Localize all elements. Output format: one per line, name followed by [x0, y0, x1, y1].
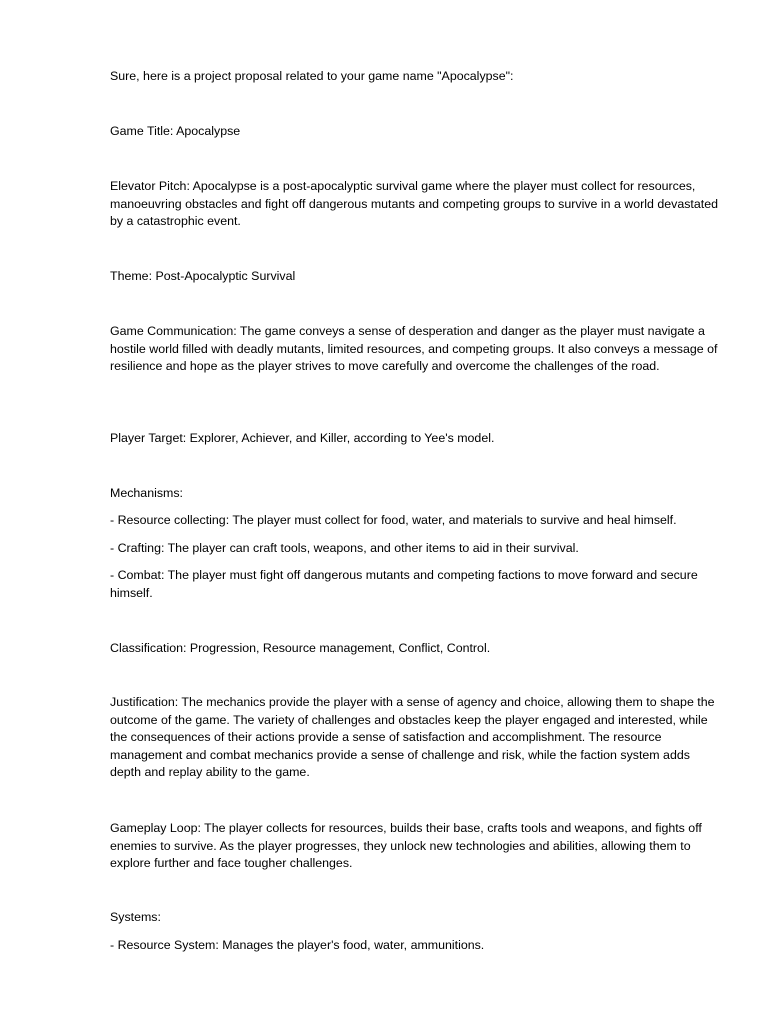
- system-item: - Resource System: Manages the player's food, water, ammunitions.: [110, 938, 485, 952]
- systems-heading: Systems:: [110, 910, 161, 924]
- mechanisms-heading: Mechanisms:: [110, 486, 183, 500]
- player-target-paragraph: Player Target: Explorer, Achiever, and Killer, according to Yee's model.: [110, 431, 495, 445]
- game-title-paragraph: Game Title: Apocalypse: [110, 124, 241, 138]
- mechanism-item: - Combat: The player must fight off dangerous mutants and competing factions to move forward and secure himself.: [110, 568, 698, 600]
- game-communication-paragraph: Game Communication: The game conveys a sense of desperation and danger as the player must navigate a hostile world filled with deadly mutants, limited resources, and competing groups. It also conveys a message of resilience and hope as the player strives to move carefully and overcome the challenges of the road.: [110, 324, 718, 374]
- justification-paragraph: Justification: The mechanics provide the player with a sense of agency and choice, allowing them to shape the outcome of the game. The variety of challenges and obstacles keep the player engaged and interested, while the consequences of their actions provide a sense of satisfaction and accomplishment. The resource management and combat mechanics provide a sense of challenge and risk, while the faction system adds depth and replay ability to the game.: [110, 695, 715, 780]
- mechanism-item: - Crafting: The player can craft tools, weapons, and other items to aid in their survival.: [110, 541, 579, 555]
- mechanism-item: - Resource collecting: The player must collect for food, water, and materials to survive and heal himself.: [110, 513, 677, 527]
- gameplay-loop-paragraph: Gameplay Loop: The player collects for resources, builds their base, crafts tools and weapons, and fights off enemies to survive. As the player progresses, they unlock new technologies and abilities, allowing them to explore further and face tougher challenges.: [110, 821, 702, 871]
- elevator-pitch-paragraph: Elevator Pitch: Apocalypse is a post-apocalyptic survival game where the player must collect for resources, manoeuvring obstacles and fight off dangerous mutants and competing groups to survive in a world devastated by a catastrophic event.: [110, 179, 718, 229]
- theme-paragraph: Theme: Post-Apocalyptic Survival: [110, 269, 296, 283]
- intro-paragraph: Sure, here is a project proposal related to your game name "Apocalypse":: [110, 69, 514, 83]
- classification-paragraph: Classification: Progression, Resource management, Conflict, Control.: [110, 641, 491, 655]
